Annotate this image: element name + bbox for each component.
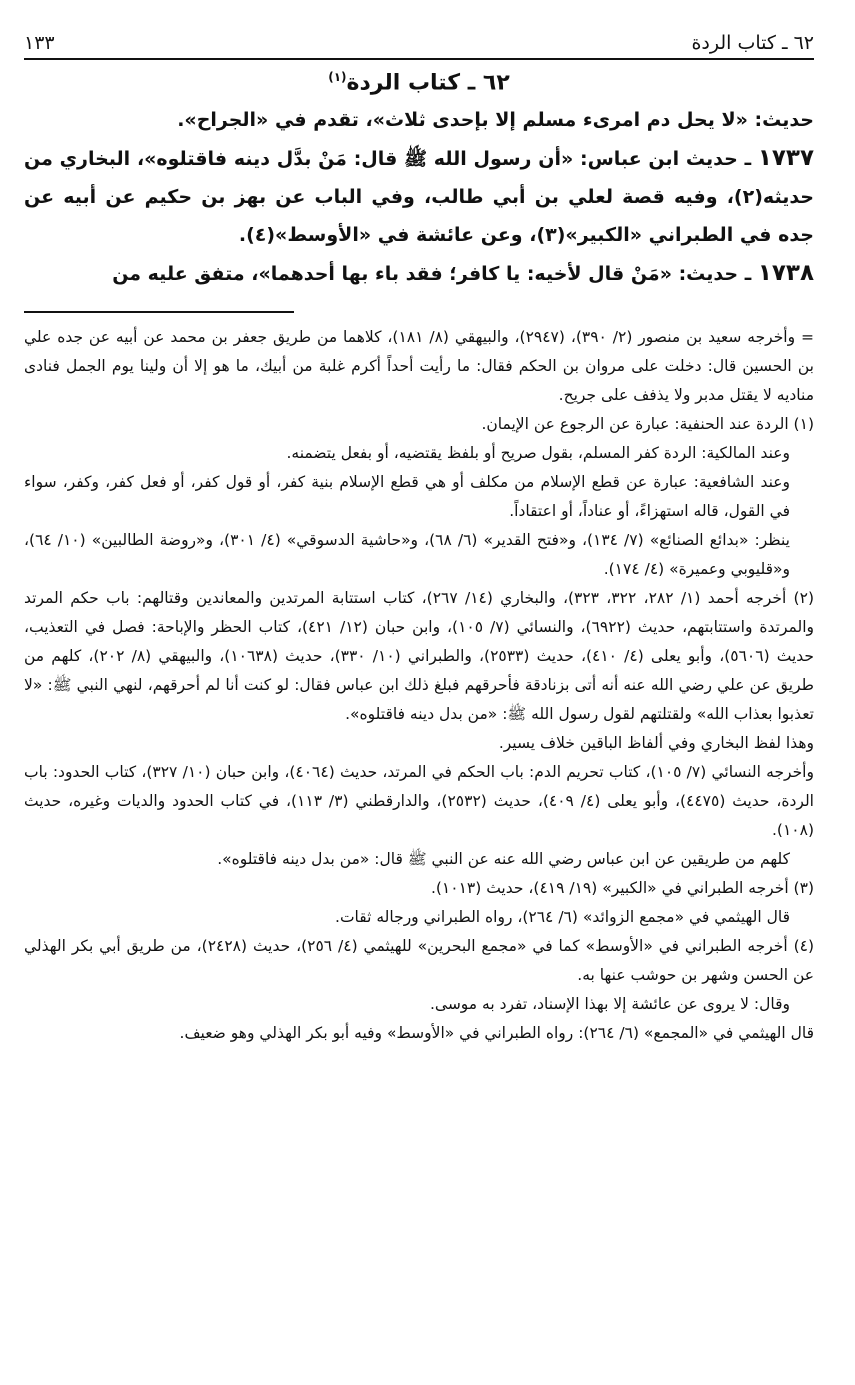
footnote-2-summary: كلهم من طريقين عن ابن عباس رضي الله عنه عن النبي ﷺ قال: «من بدل دينه فاقتلوه». (217, 850, 790, 869)
running-header (24, 14, 814, 54)
section-running-title: ٦٢ ـ كتاب الردة (691, 32, 814, 54)
hadith-text: ـ حديث: «مَنْ قال لأخيه: يا كافر؛ فقد باء بها أحدهما»، متفق عليه من (112, 263, 752, 286)
hadith-number: ١٧٣٨ (757, 260, 814, 287)
footnote-2-note: وهذا لفظ البخاري وفي ألفاظ الباقين خلاف يسير. (498, 734, 814, 753)
hadith-number: ١٧٣٧ (757, 145, 814, 172)
footnote-separator (24, 311, 294, 313)
footnotes (24, 323, 814, 1048)
page-number: ١٣٣ (24, 32, 55, 54)
footnote-3: (٣) أخرجه الطبراني في «الكبير» (١٩/ ٤١٩)، حديث (١٠١٣). (430, 879, 814, 898)
footnote-4-said: وقال: لا يروى عن عائشة إلا بهذا الإسناد، تفرد به موسى. (429, 995, 790, 1014)
footnote-2: (٢) أخرجه أحمد (١/ ٢٨٢، ٣٢٢، ٣٢٣)، والبخاري (١٤/ ٢٦٧)، كتاب استتابة المرتدين والمعاندين وقتالهم: باب حكم المرتد والمرتدة واستتابتهم، حديث (٦٩٢٢)، والنسائي (٧/ ١٠٥)، وابن حبان (١٢/ ٤٢١)، كتاب الحظر والإباحة: فصل في التعذيب، حديث (٥٦٠٦)، وأبو يعلى (٤/ ٤١٠)، حديث (٢٥٣٣)، والطبراني (١٠/ ٣٣٠)، حديث (١٠٦٣٨)، والبيهقي (٨/ ٢٠٢)، كلهم من طريق عن علي رضي الله عنه أنه أتى بزنادقة فأحرقهم فبلغ ذلك ابن عباس فقال: لو كنت أنا لم أحرقهم، لنهي النبي ﷺ: «لا تعذبوا بعذاب الله» ولقتلتهم لقول رسول الله ﷺ: «من بدل دينه فاقتلوه». (24, 589, 815, 724)
header-rule (24, 58, 814, 60)
hadith-intro: حديث: «لا يحل دم امرىء مسلم إلا بإحدى ثلاث»، تقدم في «الجراح». (177, 109, 814, 132)
main-text (24, 101, 814, 293)
chapter-title-text: ٦٢ ـ كتاب الردة (346, 70, 510, 96)
book-page (24, 14, 814, 1364)
footnote-1-shafii: وعند الشافعية: عبارة عن قطع الإسلام من مكلف أو هي قطع الإسلام بنية كفر، أو قول كفر، أو فعل كفر، وكفر، سواء في القول، قاله استهزاءً، أو عناداً، أو اعتقاداً. (24, 473, 790, 521)
hadith-text: ـ حديث ابن عباس: «أن رسول الله ﷺ قال: مَنْ بدَّل دينه فاقتلوه»، البخاري من حديثه(٢)، وفيه قصة لعلي بن أبي طالب، وفي الباب عن بهز بن حكيم عن أبيه عن جده في الطبراني «الكبير»(٣)، وعن عائشة في «الأوسط»(٤). (24, 148, 814, 247)
footnote-4: (٤) أخرجه الطبراني في «الأوسط» كما في «مجمع البحرين» للهيثمي (٤/ ٢٥٦)، حديث (٢٤٢٨)، من طريق أبي بكر الهذلي عن الحسن وشهر بن حوشب عنها به. (24, 937, 815, 985)
chapter-title (24, 70, 814, 95)
footnote-2-nasai: وأخرجه النسائي (٧/ ١٠٥)، كتاب تحريم الدم: باب الحكم في المرتد، حديث (٤٠٦٤)، وابن حبان (١٠/ ٣٢٧)، كتاب الحدود: باب الردة، حديث (٤٤٧٥)، وأبو يعلى (٤/ ٤٠٩)، حديث (٢٥٣٢)، والدارقطني (٣/ ١١٣)، في كتاب الحدود والديات وغيره، حديث (١٠٨). (24, 763, 814, 840)
chapter-title-footnote-ref: (١) (328, 70, 347, 84)
hadith-1738 (24, 254, 814, 293)
footnote-1: (١) الردة عند الحنفية: عبارة عن الرجوع عن الإيمان. (481, 415, 814, 434)
footnote-continuation: = وأخرجه سعيد بن منصور (٢/ ٣٩٠)، (٢٩٤٧)، والبيهقي (٨/ ١٨١)، كلاهما من طريق جعفر بن محمد عن أبيه عن جده علي بن الحسين قال: دخلت على مروان بن الحكم فقال: ما رأيت أحداً أكرم غلبة من أبيك، ما هو إلا أن ولينا يوم الجمل فنادى مناديه لا يقتل مدبر ولا يذفف على جريح. (24, 328, 814, 405)
footnote-4-haythami: قال الهيثمي في «المجمع» (٦/ ٢٦٤): رواه الطبراني في «الأوسط» وفيه أبو بكر الهذلي وهو ضعيف. (179, 1024, 814, 1043)
footnote-1-maliki: وعند المالكية: الردة كفر المسلم، بقول صريح أو بلفظ يقتضيه، أو بفعل يتضمنه. (286, 444, 790, 463)
footnote-1-refs: ينظر: «بدائع الصنائع» (٧/ ١٣٤)، و«فتح القدير» (٦/ ٦٨)، و«حاشية الدسوقي» (٤/ ٣٠١)، و«روضة الطالبين» (١٠/ ٦٤)، و«قليوبي وعميرة» (٤/ ١٧٤). (24, 531, 790, 579)
hadith-1737 (24, 139, 814, 254)
footnote-3-haythami: قال الهيثمي في «مجمع الزوائد» (٦/ ٢٦٤)، رواه الطبراني ورجاله ثقات. (335, 908, 790, 927)
